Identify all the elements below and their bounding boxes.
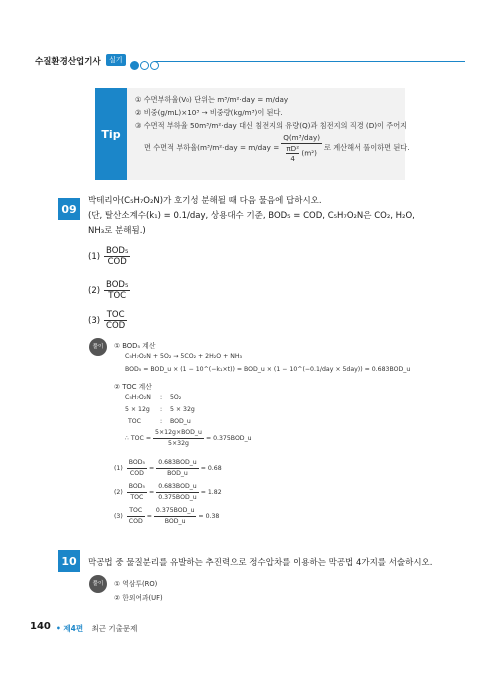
ratio-row-3-c: BOD_u — [170, 418, 191, 425]
tip-fraction-den — [281, 144, 322, 163]
answer-3: (3) $\frac{\text{TOC}}{\text{COD}}$ = $\frac{\text{0.375BOD\_u}}{\text{BOD\_u}}$ = 0.38 — [114, 507, 220, 525]
header-dots — [130, 55, 160, 74]
solution-equation-1: C₅H₇O₂N + 5O₂ → 5CO₂ + 2H₂O + NH₃ — [125, 353, 242, 360]
answer-result: = 0.68 — [200, 465, 222, 472]
frac-num: TOC — [104, 310, 127, 321]
frac-num: 0.375BOD_u — [154, 506, 197, 517]
answer-result: = 1.82 — [200, 489, 222, 496]
ratio-row-1-a: C₅H₇O₂N — [125, 394, 151, 401]
frac-den: TOC — [108, 291, 127, 301]
header-rule — [155, 61, 465, 62]
dot-icon — [130, 61, 139, 70]
book-title: 수질환경산업기사 — [35, 57, 101, 67]
question-text-line-1: 박테리아(C₅H₇O₂N)가 호기성 분해될 때 다음 물음에 답하시오. — [88, 196, 322, 206]
frac-num: BOD₅ — [106, 246, 129, 256]
tip-fraction — [281, 133, 322, 163]
answer-2: (2) $\frac{\text{BOD₅}}{\text{TOC}}$ = $\frac{\text{0.683BOD\_u}}{\text{0.375BOD\_u}}$ = 1.82 — [114, 483, 222, 501]
footer-part-label: • 제4편 — [56, 624, 84, 633]
solution-equation-2: BOD₅ = BOD_u × (1 − 10^(−k₁×t)) = BOD_u × (1 − 10^(−0.1/day × 5day)) = 0.683BOD_u — [125, 366, 411, 373]
answer-item-2: ② 한외여과(UF) — [114, 594, 163, 602]
sub-question-label: (3) — [88, 315, 101, 326]
page-number: 140 — [30, 621, 51, 632]
section-badge: 실기 — [106, 54, 126, 66]
ratio-row-1-b: : — [160, 394, 163, 401]
ratio-row-2-a: 5 × 12g — [125, 406, 150, 413]
sub-question-2 — [88, 280, 130, 301]
frac-num: 0.683BOD_u — [156, 458, 199, 469]
tip-line-4 — [144, 133, 410, 163]
question-text-line-2: (단, 탈산소계수(k₁) = 0.1/day, 상용대수 기준, BOD₅ = COD, C₅H₇O₂N은 CO₂, H₂O, — [88, 211, 415, 221]
footer-part — [56, 623, 137, 634]
sub-question-3 — [88, 310, 127, 331]
tip-line-2: ② 비중(g/mL)×10³ → 비중량(kg/m³)이 된다. — [135, 108, 283, 117]
tip-line-4-prefix: 면 수면적 부하율(m³/m²·day = m/day = — [144, 143, 280, 152]
tip-den-unit: (m²) — [301, 148, 317, 158]
dot-icon — [150, 61, 159, 70]
toc-therefore: ∴ TOC = — [125, 435, 152, 442]
frac-den: COD — [107, 257, 127, 267]
question-text: 막공법 중 물질분리를 유발하는 추진력으로 정수압차를 이용하는 막공법 4가지를 서술하시오. — [88, 558, 433, 568]
solution-step-2-title: ② TOC 계산 — [114, 383, 152, 391]
tip-line-1: ① 수면부하율(V₀) 단위는 m³/m²·day = m/day — [135, 95, 289, 104]
frac-num: 0.683BOD_u — [156, 482, 199, 493]
ratio-row-3-b: : — [160, 418, 163, 425]
frac-den: COD — [128, 518, 143, 525]
frac-den: TOC — [130, 494, 144, 501]
answer-item-1: ① 역삼투(RO) — [114, 580, 158, 588]
tip-den-bottom: 4 — [290, 154, 295, 163]
dot-icon — [140, 61, 149, 70]
frac-den: COD — [129, 470, 144, 477]
frac-num: BOD₅ — [127, 482, 147, 493]
frac-den: 5×32g — [168, 440, 189, 447]
answer-1: (1) $\frac{\text{BOD₅}}{\text{COD}}$ = $\frac{\text{0.683BOD\_u}}{\text{BOD\_u}}$ = 0.68 — [114, 459, 222, 477]
question-number: 10 — [58, 550, 80, 572]
frac-num: TOC — [127, 506, 145, 517]
answer-label: (1) — [114, 465, 123, 472]
frac-den: 0.375BOD_u — [158, 494, 197, 501]
question-number: 09 — [58, 198, 80, 220]
footer-title: 최근 기출문제 — [91, 624, 138, 633]
frac-num: BOD₅ — [106, 280, 129, 290]
answer-label: (2) — [114, 489, 123, 496]
solution-icon: 풀이 — [89, 575, 107, 593]
sub-question-1 — [88, 246, 130, 267]
sub-question-label: (2) — [88, 285, 101, 296]
tip-den-top: πD² — [286, 144, 300, 153]
ratio-row-2-b: : — [160, 406, 163, 413]
sub-question-label: (1) — [88, 251, 101, 262]
answer-label: (3) — [114, 513, 123, 520]
tip-line-3: ③ 수면적 부하율 50m³/m²·day 대신 침전지의 유량(Q)과 침전지의 직경 (D)이 주어지 — [135, 121, 408, 130]
tip-line-4-suffix: 로 계산해서 풀이하면 된다. — [324, 143, 410, 152]
answer-result: = 0.38 — [198, 513, 220, 520]
toc-result: = 0.375BOD_u — [205, 435, 252, 442]
ratio-row-2-c: 5 × 32g — [170, 406, 195, 413]
frac-num: 5×12g×BOD_u — [153, 428, 204, 439]
frac-num: BOD₅ — [127, 458, 147, 469]
tip-fraction-num: Q(m³/day) — [283, 133, 321, 142]
question-text-line-3: NH₃로 분해됨.) — [88, 226, 146, 236]
frac-den: COD — [106, 321, 126, 331]
frac-den: BOD_u — [167, 470, 188, 477]
solution-step-1-title: ① BOD₅ 계산 — [114, 342, 156, 350]
ratio-row-1-c: 5O₂ — [170, 394, 182, 401]
toc-equation — [125, 428, 252, 449]
solution-icon: 풀이 — [89, 338, 107, 356]
frac-den: BOD_u — [164, 518, 186, 525]
ratio-row-3-a: TOC — [128, 418, 141, 425]
tip-label: Tip — [95, 88, 127, 180]
